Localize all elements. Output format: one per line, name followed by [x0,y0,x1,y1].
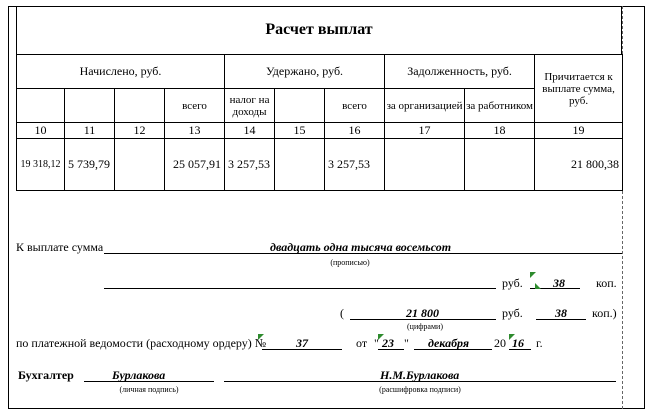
payments-table [16,54,623,191]
month-value: декабря [428,336,470,350]
quote-close: " [404,336,409,350]
digits-caption: (цифрами) [407,322,443,331]
header-income-tax: налог на доходы [225,89,275,123]
header-withheld: Удержано, руб. [225,55,385,89]
from-label: от [356,336,368,350]
sign-caption: (личная подпись) [119,385,179,394]
cell-value [385,139,465,191]
cell-value: 3 257,53 [325,139,385,191]
col-number: 14 [225,123,275,139]
col-number: 10 [17,123,65,139]
cell-value: 21 800,38 [535,139,623,191]
col-number: 17 [385,123,465,139]
amount-digits: 21 800 [406,306,439,320]
cell-value: 19 318,12 [17,139,65,191]
col-number: 19 [535,123,623,139]
open-paren: ( [340,306,344,320]
kop-label: коп. [596,276,617,290]
kop-value: 38 [553,276,565,290]
col-number: 12 [115,123,165,139]
cell-value [275,139,325,191]
kop-value-2: 38 [555,306,567,320]
col-number: 16 [325,123,385,139]
check-mark-icon [530,272,536,278]
name-caption: (расшифровка подписи) [379,385,461,394]
header-payable: Причитается к выплате сумма, руб. [535,55,623,123]
cell-value: 3 257,53 [225,139,275,191]
cell-value: 25 057,91 [165,139,225,191]
quote-open: " [374,336,379,350]
cell-value: 5 739,79 [65,139,115,191]
header-accrued-total: всего [165,89,225,123]
header-debt-worker: за работником [465,89,535,123]
year-prefix: 20 [494,336,506,350]
day-value: 23 [382,336,394,350]
col-number: 11 [65,123,115,139]
cell-value [115,139,165,191]
year-label: г. [536,336,543,350]
rub-label-2: руб. [502,306,523,320]
statement-label: по платежной ведомости (расходному ордеру) № [16,336,267,350]
statement-number: 37 [296,336,308,350]
rub-label: руб. [502,276,523,290]
form-title: Расчет выплат [16,6,622,54]
payout-label: К выплате сумма [16,240,104,254]
amount-words: двадцать одна тысяча восемьсот [270,240,452,254]
signature-value: Бурлакова [112,368,166,382]
col-number: 15 [275,123,325,139]
header-debt-org: за организацией [385,89,465,123]
name-value: Н.М.Бурлакова [380,368,460,382]
check-mark-icon [535,283,541,289]
kop-label-2: коп.) [592,306,617,320]
role-label: Бухгалтер [18,368,74,382]
words-caption: (прописью) [330,258,370,267]
words-line-2 [104,288,496,289]
col-number: 13 [165,123,225,139]
cell-value [465,139,535,191]
header-accrued: Начислено, руб. [17,55,225,89]
year-suffix: 16 [512,336,524,350]
col-number: 18 [465,123,535,139]
header-withheld-total: всего [325,89,385,123]
header-debt: Задолженность, руб. [385,55,535,89]
check-mark-icon [258,334,264,340]
